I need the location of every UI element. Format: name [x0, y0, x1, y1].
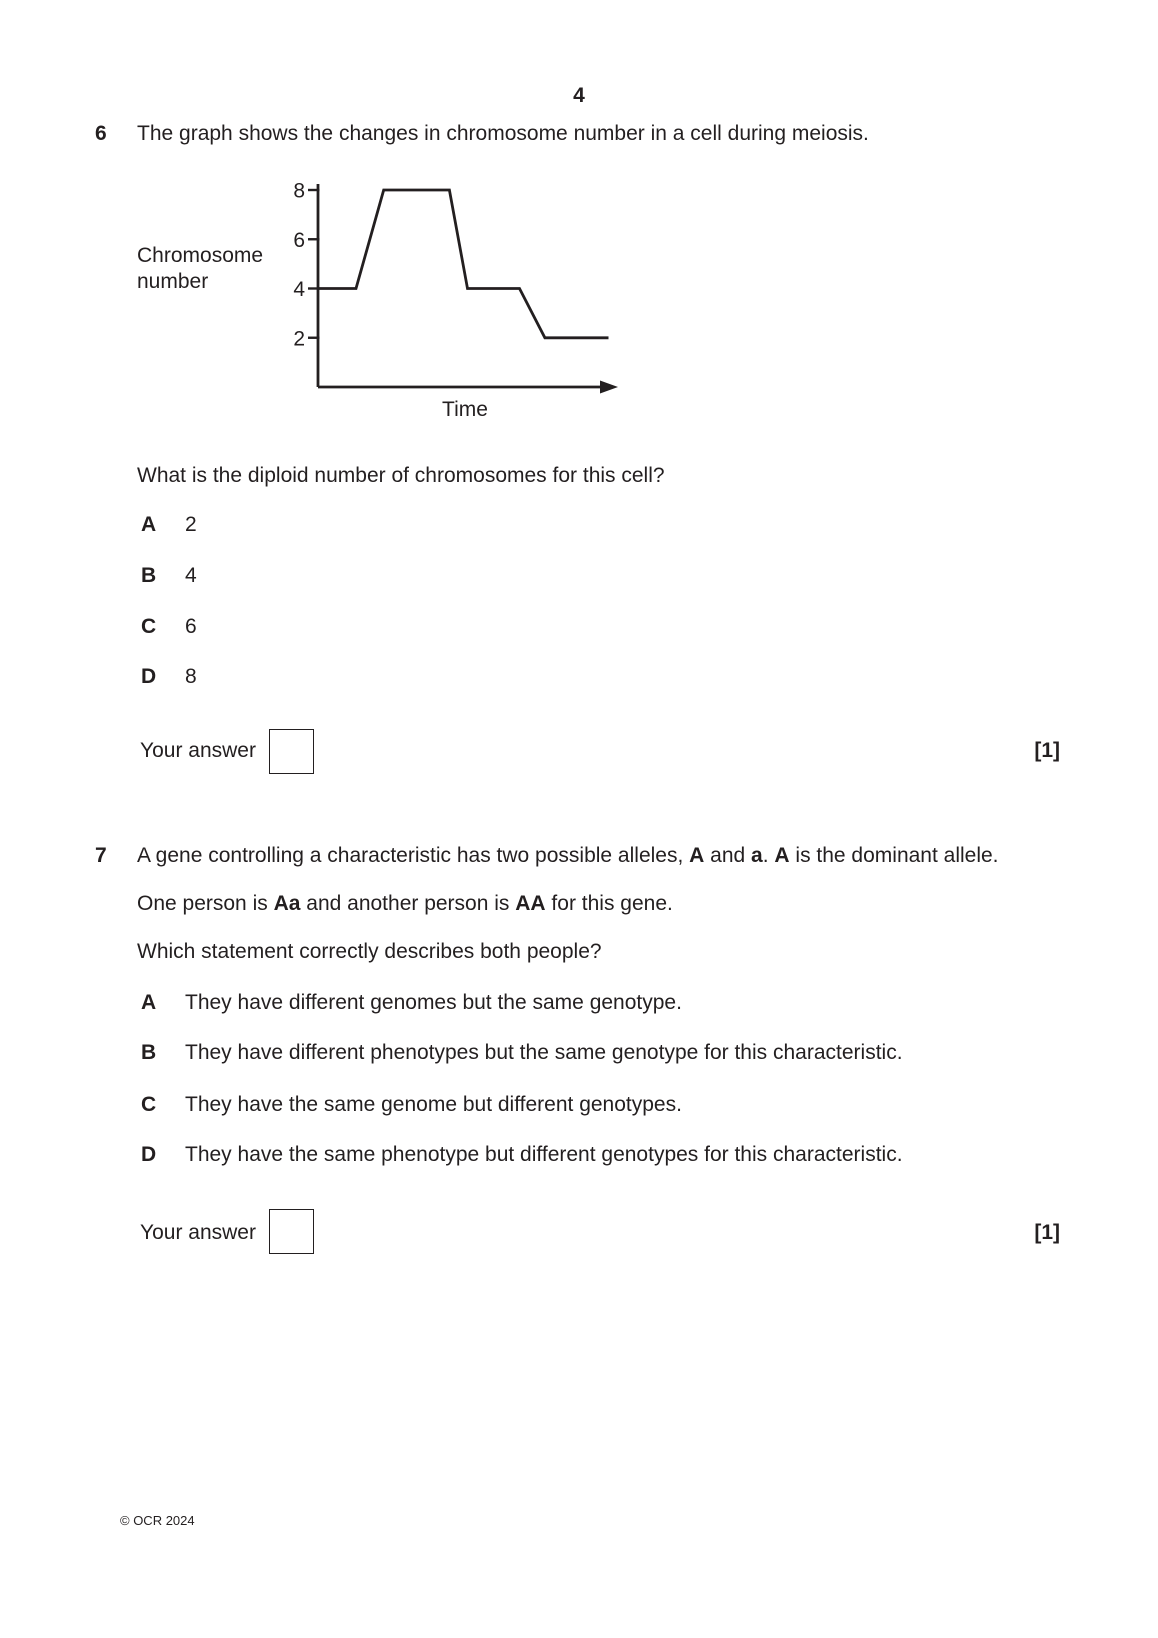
y-tick-label: 4	[293, 278, 305, 301]
option-text: They have different genomes but the same genotype.	[185, 991, 682, 1014]
question-7-prompt: Which statement correctly describes both people?	[137, 940, 602, 963]
chart-plot-area	[293, 180, 608, 351]
stem-text: One person is	[137, 892, 274, 915]
question-6-option-c	[141, 616, 197, 638]
stem-text: and another person is	[300, 892, 516, 915]
chromosome-number-graph	[130, 170, 640, 430]
question-7-stem-line1	[137, 845, 999, 867]
option-text: They have the same phenotype but different genotypes for this characteristic.	[185, 1143, 903, 1166]
stem-text: and	[704, 844, 752, 867]
graph-y-axis-label: Chromosome number	[137, 244, 264, 293]
question-7-option-b	[141, 1042, 903, 1064]
option-letter: B	[141, 1041, 157, 1064]
genotype-bold: Aa	[273, 892, 301, 915]
question-6-option-d	[141, 666, 197, 688]
question-6-marks: [1]	[1034, 739, 1060, 762]
question-6-answer-box[interactable]	[269, 729, 314, 774]
option-text: 8	[185, 665, 197, 688]
stem-text: for this gene.	[545, 892, 673, 915]
option-text: 2	[185, 513, 197, 536]
question-6-option-b	[141, 565, 197, 587]
y-tick-label: 2	[293, 327, 305, 351]
page-number: 4	[573, 84, 585, 107]
allele-bold: a	[751, 844, 763, 867]
question-6-number: 6	[95, 122, 107, 145]
question-7-answer-label: Your answer	[140, 1221, 256, 1244]
question-6-stem: The graph shows the changes in chromosome number in a cell during meiosis.	[137, 122, 869, 145]
option-text: They have the same genome but different genotypes.	[185, 1093, 682, 1116]
chart-svg	[130, 170, 640, 430]
question-6-option-a	[141, 514, 197, 536]
genotype-bold: AA	[515, 892, 546, 915]
graph-x-axis-label: Time	[442, 398, 488, 421]
question-6-prompt: What is the diploid number of chromosomes for this cell?	[137, 464, 665, 487]
question-7-number: 7	[95, 844, 107, 867]
copyright-footer: © OCR 2024	[120, 1513, 195, 1528]
question-7-stem-line2	[137, 893, 673, 915]
question-7-answer-box[interactable]	[269, 1209, 314, 1254]
stem-text: A gene controlling a characteristic has two possible alleles,	[137, 844, 690, 867]
question-7-option-c	[141, 1094, 682, 1116]
question-7-marks: [1]	[1034, 1221, 1060, 1244]
question-7-option-d	[141, 1144, 903, 1166]
allele-bold: A	[774, 844, 790, 867]
option-letter: C	[141, 615, 157, 638]
option-letter: B	[141, 564, 157, 587]
option-letter: D	[141, 665, 157, 688]
question-6-answer-label: Your answer	[140, 739, 256, 762]
stem-text: .	[762, 844, 775, 867]
stem-text: is the dominant allele.	[789, 844, 999, 867]
option-letter: C	[141, 1093, 157, 1116]
option-letter: A	[141, 513, 157, 536]
question-7-option-a	[141, 992, 682, 1014]
y-tick-label: 6	[293, 228, 305, 252]
option-letter: D	[141, 1143, 157, 1166]
option-text: They have different phenotypes but the same genotype for this characteristic.	[185, 1041, 903, 1064]
option-letter: A	[141, 991, 157, 1014]
allele-bold: A	[689, 844, 705, 867]
chromosome-number-line	[318, 190, 609, 338]
option-text: 6	[185, 615, 197, 638]
y-tick-label: 8	[293, 179, 305, 203]
option-text: 4	[185, 564, 197, 587]
x-axis-arrow-icon	[600, 381, 618, 394]
